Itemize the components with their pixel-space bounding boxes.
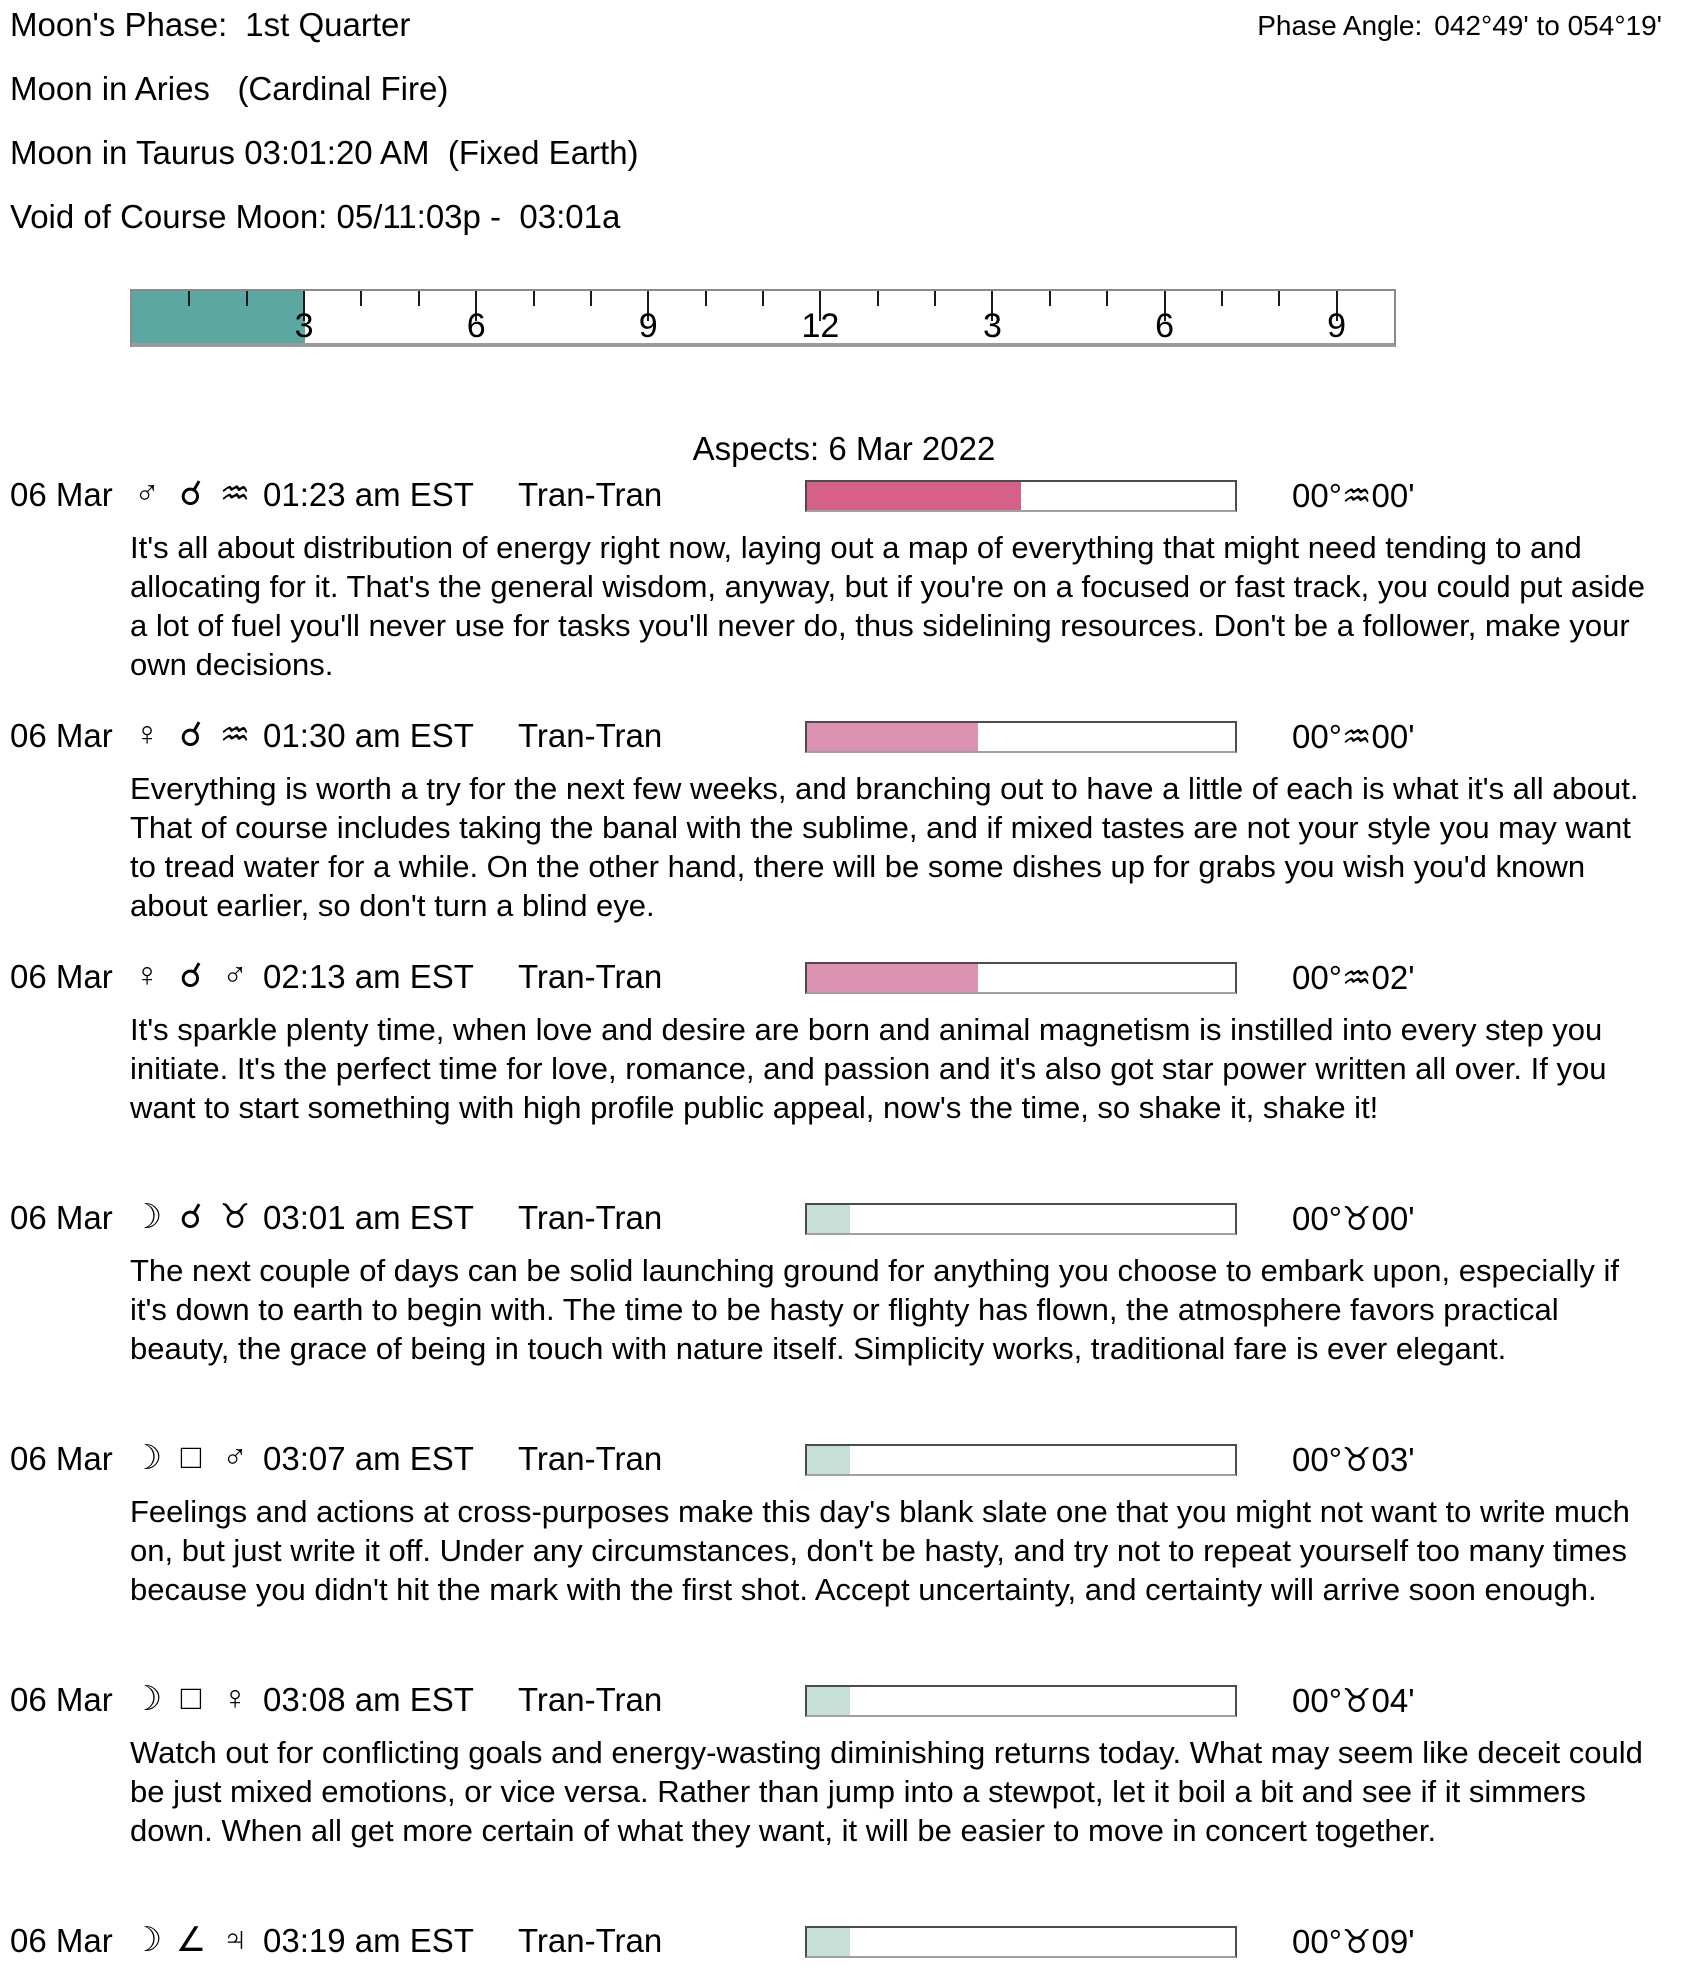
hour-tick [934, 291, 936, 306]
phase-angle [1257, 10, 1662, 42]
aspect-degree: 00°♉09' [1292, 1923, 1415, 1960]
aspect-strength-bar [805, 721, 1237, 753]
moon-icon: ☽ [131, 1921, 163, 1959]
aspect-degree: 00°♒00' [1292, 718, 1415, 755]
voc-fill [132, 291, 305, 343]
aspect-strength-fill [807, 1205, 850, 1233]
aspect-strength-fill [807, 482, 1021, 510]
aspect-degree: 00°♉04' [1292, 1682, 1415, 1719]
aspect-degree: 00°♒00' [1292, 477, 1415, 514]
aspect-strength-fill [807, 1446, 850, 1474]
aspect-chart-type: Tran-Tran [518, 1440, 663, 1477]
conjunction-icon: ☌ [179, 957, 203, 995]
taurus-icon: ♉ [219, 1198, 251, 1236]
aspect-strength-bar [805, 962, 1237, 994]
aspect-degree: 00°♉03' [1292, 1441, 1415, 1478]
aspect-chart-type: Tran-Tran [518, 958, 663, 995]
aspect-strength-bar [805, 1685, 1237, 1717]
hour-label: 6 [466, 307, 486, 345]
aspect-strength-bar [805, 1926, 1237, 1958]
moon-phase-value: 1st Quarter [245, 6, 411, 43]
venus-icon: ♀ [222, 1679, 248, 1717]
jupiter-icon: ♃ [222, 1920, 248, 1958]
hour-label: 9 [1327, 307, 1347, 345]
square-icon: □ [180, 1679, 202, 1717]
aspect-entry [0, 958, 1688, 1199]
semisquare-icon: ∠ [175, 1921, 207, 1959]
mars-icon: ♂ [134, 474, 160, 512]
aspect-chart-type: Tran-Tran [518, 1681, 663, 1718]
aspect-strength-fill [807, 723, 978, 751]
aspect-time: 02:13 am EST [263, 958, 474, 995]
aspect-entry [0, 1681, 1688, 1922]
aspect-chart-type: Tran-Tran [518, 1922, 663, 1959]
hour-tick [1106, 291, 1108, 306]
mars-icon: ♂ [222, 956, 248, 994]
moon-icon: ☽ [131, 1680, 163, 1718]
aspect-time: 03:07 am EST [263, 1440, 474, 1477]
aspect-degree: 00°♒02' [1292, 959, 1415, 996]
aspect-date: 06 Mar [10, 1681, 113, 1718]
aspect-time: 03:01 am EST [263, 1199, 474, 1236]
aspect-header [0, 1199, 1688, 1243]
hour-tick [590, 291, 592, 306]
aspect-time: 03:19 am EST [263, 1922, 474, 1959]
aspect-description: Everything is worth a try for the next few weeks, and branching out to have a little of each is what it's all about. That of course includes taking the banal with the sublime, and if mixed tastes are not your style you may want to tread water for a while. On the other hand, there will be some dishes up for grabs you wish you'd known about earlier, so don't turn a blind eye. [130, 771, 1639, 923]
aspect-strength-bar [805, 1203, 1237, 1235]
aspect-strength-fill [807, 964, 978, 992]
aspect-glyphs [130, 1197, 252, 1237]
hour-tick [877, 291, 879, 306]
aquarius-icon: ♒ [219, 716, 251, 754]
aspect-time: 01:23 am EST [263, 476, 474, 513]
moon-phase-line [10, 6, 410, 44]
aspect-description: Watch out for conflicting goals and energy-wasting diminishing returns today. What may seem like deceit could be just mixed emotions, or vice versa. Rather than jump into a stewpot, let it boil a bit and see if it simmers down. When all get more certain of what they want, it will be easier to move in concert together. [130, 1735, 1643, 1848]
aspect-strength-fill [807, 1687, 850, 1715]
aspect-description: Feelings and actions at cross-purposes make this day's blank slate one that you might not want to write much on, but just write it off. Under any circumstances, don't be hasty, and try not to repeat yourself too many times because you didn't hit the mark with the first shot. Accept uncertainty, and certainty will arrive soon enough. [130, 1494, 1630, 1607]
hour-tick [246, 291, 248, 306]
aspect-entry [0, 476, 1688, 717]
aspect-entry [0, 717, 1688, 958]
aquarius-icon: ♒ [219, 475, 251, 513]
aspect-degree: 00°♉00' [1292, 1200, 1415, 1237]
aspect-header [0, 1681, 1688, 1725]
aspect-strength-bar [805, 480, 1237, 512]
hour-label: 6 [1155, 307, 1174, 345]
aspects-title: Aspects: 6 Mar 2022 [692, 430, 996, 467]
aspect-description: It's sparkle plenty time, when love and desire are born and animal magnetism is instilled into every step you initiate. It's the perfect time for love, romance, and passion and it's also got star power written all over. If you want to start something with high profile public appeal, now's the time, so shake it, shake it! [130, 1012, 1607, 1125]
conjunction-icon: ☌ [179, 1198, 203, 1236]
conjunction-icon: ☌ [179, 475, 203, 513]
aspect-chart-type: Tran-Tran [518, 1199, 663, 1236]
aspect-header [0, 717, 1688, 761]
voc-timeline [130, 289, 1396, 347]
aspect-glyphs [130, 1679, 252, 1719]
phase-angle-label: Phase Angle: [1257, 10, 1423, 41]
aspect-date: 06 Mar [10, 1922, 113, 1959]
aspect-date: 06 Mar [10, 1440, 113, 1477]
aspect-date: 06 Mar [10, 476, 113, 513]
aspect-strength-fill [807, 1928, 850, 1956]
aspect-glyphs [130, 1438, 252, 1478]
hour-tick [762, 291, 764, 306]
aspect-time: 01:30 am EST [263, 717, 474, 754]
aspect-strength-bar [805, 1444, 1237, 1476]
aspect-header [0, 1922, 1688, 1966]
conjunction-icon: ☌ [179, 716, 203, 754]
moon-icon: ☽ [131, 1439, 163, 1477]
aspect-chart-type: Tran-Tran [518, 476, 663, 513]
hour-tick [1278, 291, 1280, 306]
aspect-glyphs [130, 715, 252, 755]
aspect-glyphs [130, 474, 252, 514]
aspect-entry [0, 1440, 1688, 1681]
aspect-glyphs [130, 956, 252, 996]
aspect-description: The next couple of days can be solid launching ground for anything you choose to embark upon, especially if it's down to earth to begin with. The time to be hasty or flighty has flown, the atmosphere favors practical beauty, the grace of being in touch with nature itself. Simplicity works, traditional fare is ever elegant. [130, 1253, 1619, 1366]
aspect-chart-type: Tran-Tran [518, 717, 663, 754]
hour-tick [1221, 291, 1223, 306]
aspect-description: It's all about distribution of energy right now, laying out a map of everything that might need tending to and allocating for it. That's the general wisdom, anyway, but if you're on a focused or fast track, you could put aside a lot of fuel you'll never use for tasks you'll never do, thus sidelining resources. Don't be a follower, make your own decisions. [130, 530, 1646, 682]
aspect-date: 06 Mar [10, 958, 113, 995]
hour-tick [705, 291, 707, 306]
moon-sign-current: Moon in Aries (Cardinal Fire) [10, 70, 449, 107]
aspects-list [0, 476, 1688, 1984]
hour-tick [1049, 291, 1051, 306]
hour-label: 3 [982, 307, 1002, 345]
void-of-course-label: Void of Course Moon: 05/11:03p - 03:01a [10, 198, 621, 235]
aspect-entry [0, 1922, 1688, 1984]
hour-tick [533, 291, 535, 306]
phase-angle-value: 042°49' to 054°19' [1434, 10, 1662, 41]
hour-label: 12 [801, 307, 840, 345]
moon-sign-next: Moon in Taurus 03:01:20 AM (Fixed Earth) [10, 134, 639, 171]
hour-label: 3 [294, 307, 314, 345]
hour-tick [188, 291, 190, 306]
aspect-header [0, 1440, 1688, 1484]
aspect-date: 06 Mar [10, 1199, 113, 1236]
aspect-header [0, 958, 1688, 1002]
aspect-time: 03:08 am EST [263, 1681, 474, 1718]
venus-icon: ♀ [134, 715, 160, 753]
aspect-glyphs [130, 1920, 252, 1960]
hour-tick [418, 291, 420, 306]
mars-icon: ♂ [222, 1438, 248, 1476]
aspect-entry [0, 1199, 1688, 1440]
venus-icon: ♀ [134, 956, 160, 994]
square-icon: □ [180, 1438, 202, 1476]
moon-icon: ☽ [131, 1198, 163, 1236]
moon-phase-label: Moon's Phase: [10, 6, 228, 43]
hour-tick [360, 291, 362, 306]
aspect-date: 06 Mar [10, 717, 113, 754]
hour-label: 9 [638, 307, 658, 345]
aspect-header [0, 476, 1688, 520]
